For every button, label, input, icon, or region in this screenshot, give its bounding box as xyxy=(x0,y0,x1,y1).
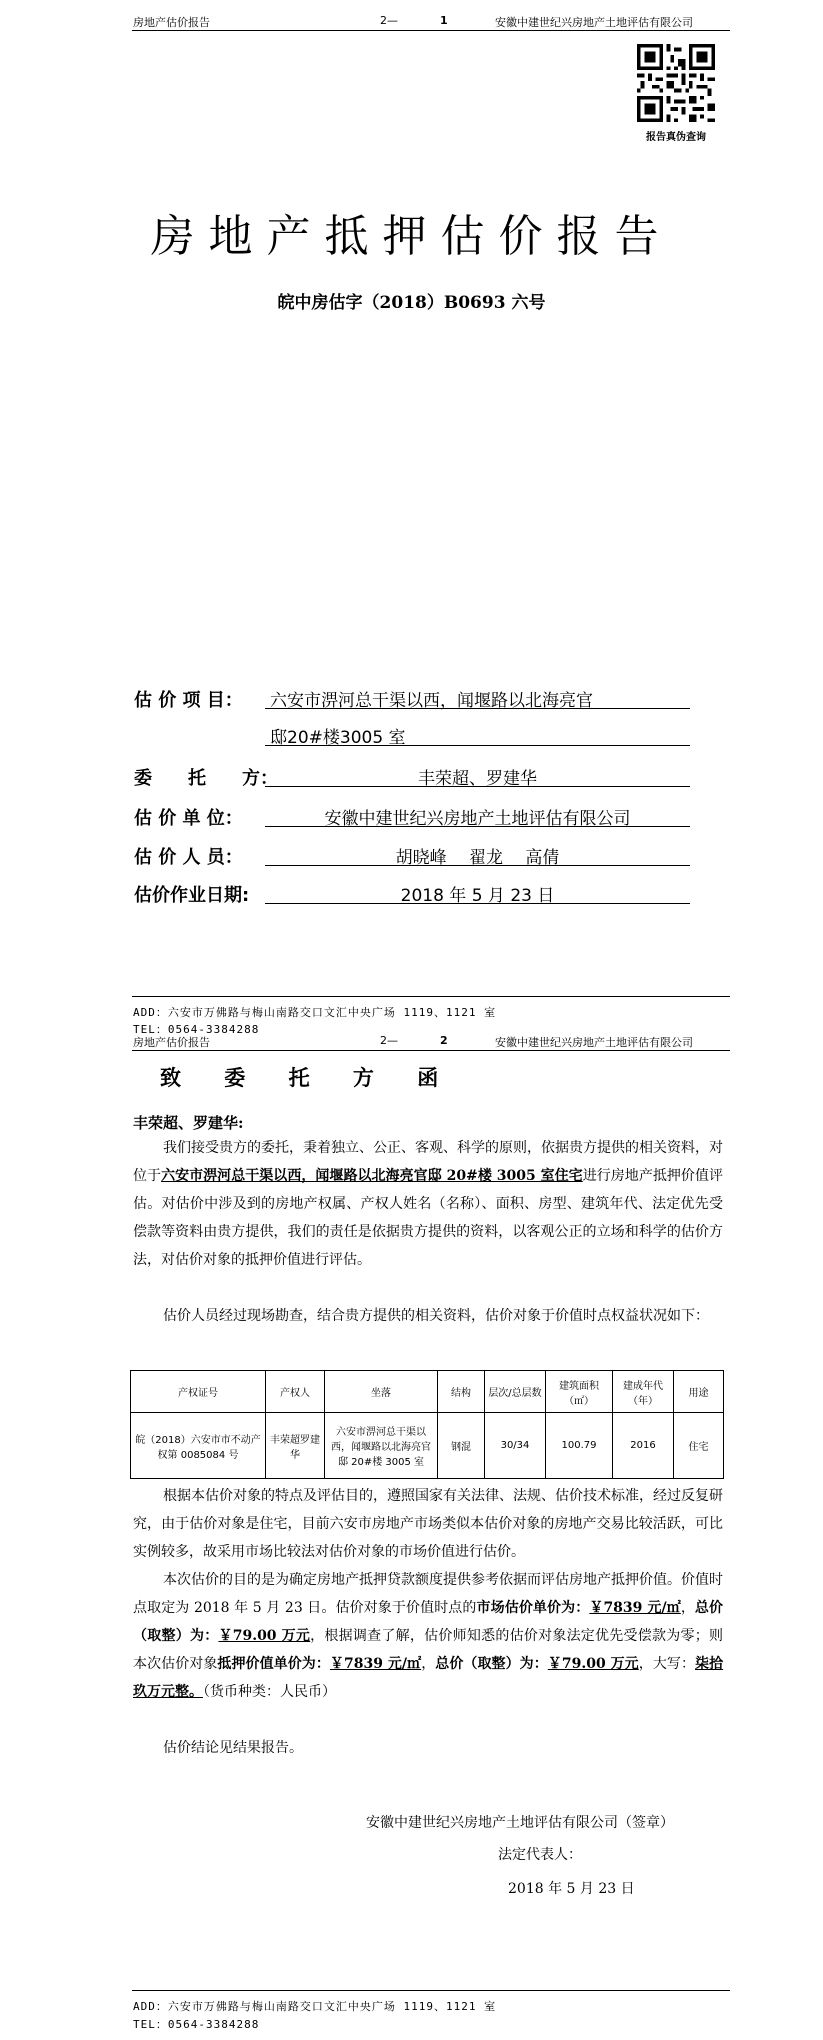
footer-rule xyxy=(132,996,730,997)
page1-footer-tel: TEL：0564-3384288 xyxy=(133,1023,260,1036)
table-cell: 100.79 xyxy=(546,1413,613,1479)
paragraph-5: 估价结论见结果报告。 xyxy=(163,1740,303,1756)
date-label: 估价作业日期: xyxy=(134,885,250,906)
table-header-cell: 建成年代（年） xyxy=(613,1371,674,1413)
table-cell: 30/34 xyxy=(485,1413,546,1479)
report-number: 皖中房估字（2018）B0693 六号 xyxy=(277,293,546,313)
signature-date: 2018 年 5 月 23 日 xyxy=(508,1881,635,1897)
page1-header-left: 房地产估价报告 xyxy=(133,16,210,29)
table-header-cell: 结构 xyxy=(438,1371,485,1413)
report-title: 房地产抵押估价报告 xyxy=(150,211,673,262)
date-value: 2018 年 5 月 23 日 xyxy=(400,886,555,906)
table-cell: 住宅 xyxy=(674,1413,724,1479)
table-header-row xyxy=(131,1371,724,1413)
table-cell: 钢混 xyxy=(438,1413,485,1479)
unit-underline xyxy=(265,826,690,827)
project-value-line2: 邸20#楼3005 室 xyxy=(270,728,406,748)
letter-title: 致 委 托 方 函 xyxy=(160,1065,457,1090)
table-header-cell: 建筑面积（㎡） xyxy=(546,1371,613,1413)
page2-header-right: 安徽中建世纪兴房地产土地评估有限公司 xyxy=(495,1036,693,1049)
header-rule xyxy=(132,30,730,31)
project-label: 估 价 项 目： xyxy=(134,690,243,711)
staff-underline xyxy=(265,865,690,866)
table-header-cell: 产权人 xyxy=(266,1371,325,1413)
signature-representative: 法定代表人： xyxy=(498,1847,582,1863)
page2-footer-address: ADD：六安市万佛路与梅山南路交口文汇中央广场 1119、1121 室 xyxy=(133,2000,497,2013)
paragraph-4: 本次估价的目的是为确定房地产抵押贷款额度提供参考依据而评估房地产抵押价值。价值时点取定为 2018 年 5 月 23 日。估价对象于价值时点的市场估价单价为：￥7839 元/㎡，总价（取整）为：￥79.00 万元，根据调查了解，估价师知悉的估价对象法定优先受偿款为零；则本次估价对象抵押价值单价为：￥7839 元/㎡，总价（取整）为：￥79.00 万元，大写：柒拾玖万元整。（货币种类：人民币） xyxy=(133,1572,724,1700)
page1-header-page-num: 1 xyxy=(440,14,448,27)
table-header-cell: 产权证号 xyxy=(131,1371,266,1413)
qr-caption: 报告真伪查询 xyxy=(646,132,706,143)
paragraph-1: 我们接受贵方的委托，秉着独立、公正、客观、科学的原则，依据贵方提供的相关资料，对位于六安市淠河总干渠以西，闻堰路以北海亮官邸 20#楼 3005 室住宅进行房地产抵押价值评估。对估价中涉及到的房地产权属、产权人姓名（名称）、面积、房型、建筑年代、法定优先受偿款等资料由贵方提供，我们的责任是依据贵方提供的资料，以客观公正的立场和科学的估价方法，对估价对象的抵押价值进行评估。 xyxy=(133,1140,723,1268)
page1-footer-address: ADD：六安市万佛路与梅山南路交口文汇中央广场 1119、1121 室 xyxy=(133,1006,497,1019)
date-underline xyxy=(265,903,690,904)
table-row xyxy=(131,1413,724,1479)
page2-header-left: 房地产估价报告 xyxy=(133,1036,210,1049)
client-label: 委 托 方： xyxy=(134,768,278,789)
table-cell: 皖（2018）六安市市不动产权第 0085084 号 xyxy=(131,1413,266,1479)
header-rule xyxy=(132,1050,730,1051)
page1-header-right: 安徽中建世纪兴房地产土地评估有限公司 xyxy=(495,16,693,29)
unit-label: 估 价 单 位： xyxy=(134,808,243,829)
footer-rule xyxy=(132,1990,730,1991)
table-header-cell: 坐落 xyxy=(325,1371,438,1413)
client-value: 丰荣超、罗建华 xyxy=(418,769,537,789)
table-cell: 2016 xyxy=(613,1413,674,1479)
table-header-cell: 用途 xyxy=(674,1371,724,1413)
unit-value: 安徽中建世纪兴房地产土地评估有限公司 xyxy=(324,809,631,829)
table-header-cell: 层次/总层数 xyxy=(485,1371,546,1413)
project-underline-2 xyxy=(265,745,690,746)
client-underline xyxy=(265,786,690,787)
page2-footer-tel: TEL：0564-3384288 xyxy=(133,2018,260,2031)
property-table xyxy=(130,1370,724,1479)
qr-code-icon xyxy=(637,44,715,122)
paragraph-3: 根据本估价对象的特点及评估目的，遵照国家有关法律、法规、估价技术标准，经过反复研究，由于估价对象是住宅，目前六安市房地产市场类似本估价对象的房地产交易比较活跃，可比实例较多，故采用市场比较法对估价对象的市场价值进行估价。 xyxy=(133,1488,723,1560)
project-value-line1: 六安市淠河总干渠以西，闻堰路以北海亮官 xyxy=(270,691,593,711)
page2-header-page: 2— xyxy=(380,1034,398,1047)
staff-value: 胡晓峰 翟龙 高倩 xyxy=(395,848,560,868)
signature-company: 安徽中建世纪兴房地产土地评估有限公司（签章） xyxy=(366,1815,674,1831)
project-underline xyxy=(265,708,690,709)
paragraph-2: 估价人员经过现场勘查，结合贵方提供的相关资料，估价对象于价值时点权益状况如下： xyxy=(163,1308,709,1324)
table-cell: 丰荣超罗建华 xyxy=(266,1413,325,1479)
page2-header-page-num: 2 xyxy=(440,1034,448,1047)
salutation: 丰荣超、罗建华: xyxy=(133,1114,244,1132)
table-cell: 六安市淠河总干渠以西，闻堰路以北海亮官邸 20#楼 3005 室 xyxy=(325,1413,438,1479)
staff-label: 估 价 人 员： xyxy=(134,847,243,868)
page1-header-page: 2— xyxy=(380,14,398,27)
